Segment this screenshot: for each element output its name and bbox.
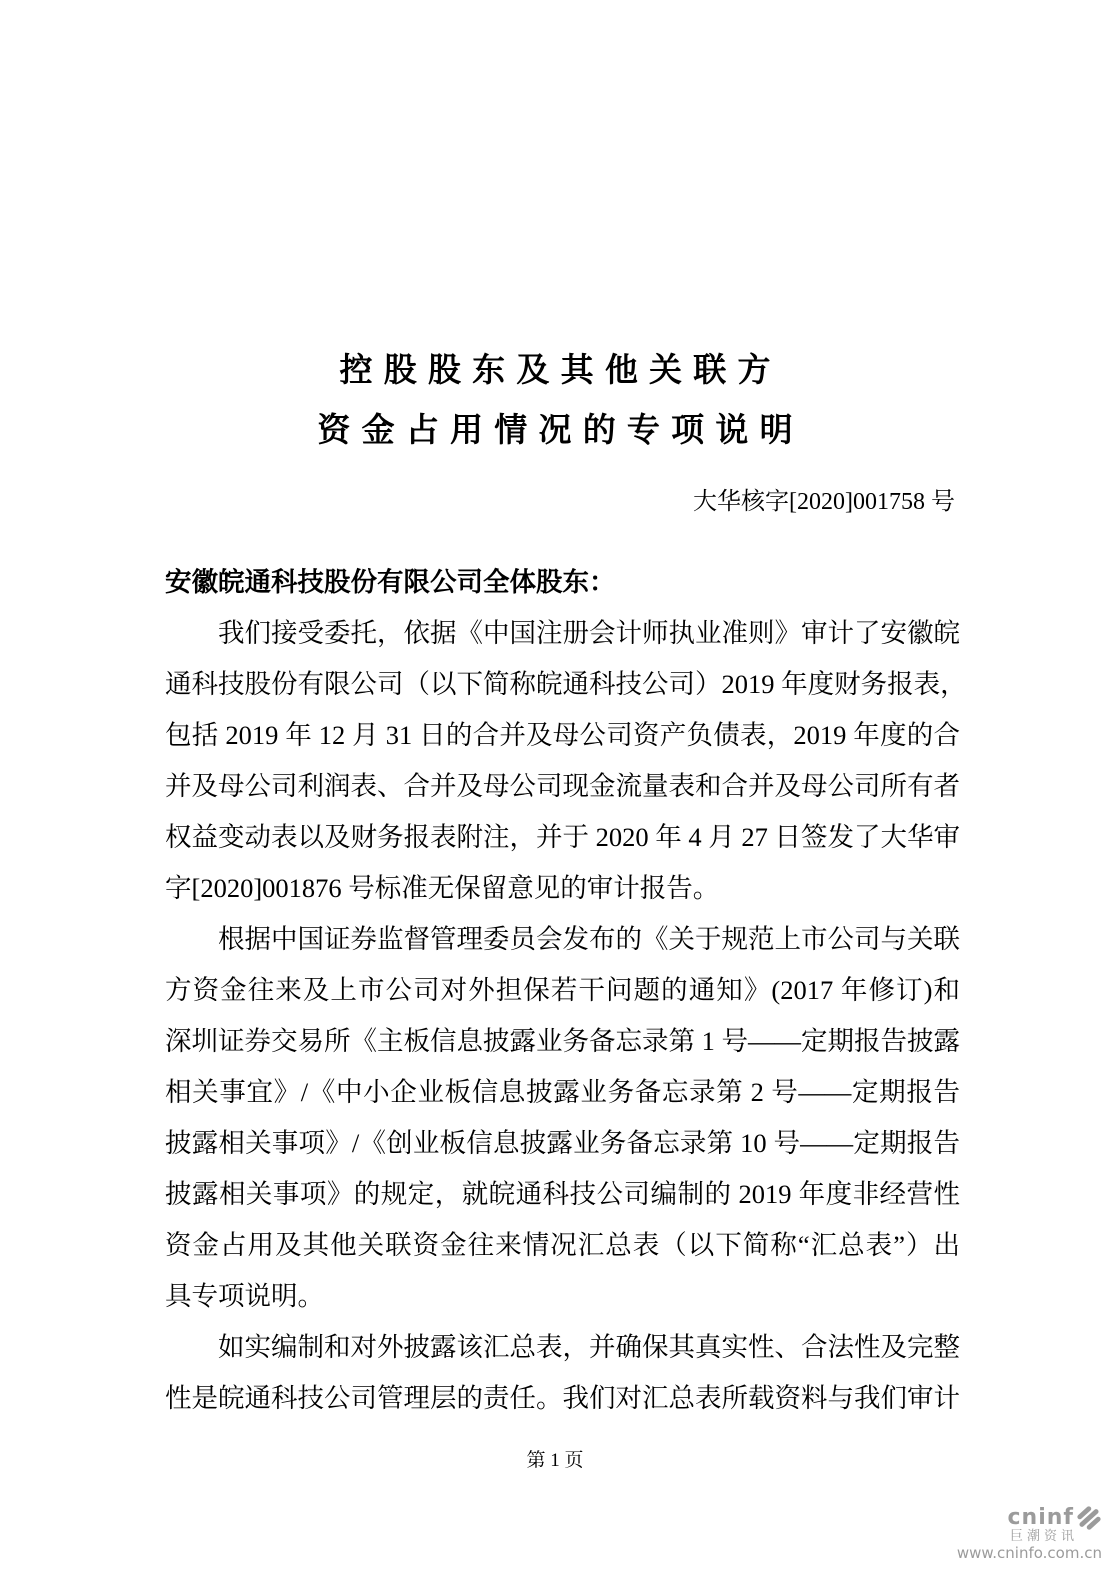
page-number: 第 1 页 xyxy=(526,1450,584,1471)
document-title xyxy=(0,340,1110,460)
document-body xyxy=(165,557,967,1424)
body-line: 方资金往来及上市公司对外担保若干问题的通知》(2017 年修订)和 xyxy=(165,975,960,1005)
body-line: 披露相关事项》的规定，就皖通科技公司编制的 2019 年度非经营性 xyxy=(165,1179,960,1209)
cninfo-website: www.cninfo.com.cn xyxy=(956,1544,1102,1562)
cninfo-logo-row xyxy=(1008,1506,1102,1530)
body-line: 并及母公司利润表、合并及母公司现金流量表和合并及母公司所有者 xyxy=(165,771,960,801)
body-line: 我们接受委托，依据《中国注册会计师执业准则》审计了安徽皖 xyxy=(218,618,960,648)
body-line: 权益变动表以及财务报表附注，并于 2020 年 4 月 27 日签发了大华审 xyxy=(165,822,960,852)
body-line: 相关事宜》/《中小企业板信息披露业务备忘录第 2 号——定期报告 xyxy=(165,1077,960,1107)
salutation: 安徽皖通科技股份有限公司全体股东： xyxy=(165,567,616,597)
body-line: 深圳证券交易所《主板信息披露业务备忘录第 1 号——定期报告披露 xyxy=(165,1026,960,1056)
cninfo-logo xyxy=(957,1506,1102,1561)
body-line: 披露相关事项》/《创业板信息披露业务备忘录第 10 号——定期报告 xyxy=(165,1128,960,1158)
body-line: 资金占用及其他关联资金往来情况汇总表（以下简称“汇总表”）出 xyxy=(165,1230,960,1260)
cninfo-cn-name: 巨潮资讯 xyxy=(1009,1529,1078,1544)
reference-number: 大华核字[2020]001758 号 xyxy=(693,489,955,515)
cninfo-wordmark: cninf xyxy=(1007,1505,1074,1530)
cninfo-sphere-icon xyxy=(1076,1506,1102,1530)
body-line: 根据中国证券监督管理委员会发布的《关于规范上市公司与关联 xyxy=(218,924,960,954)
body-line: 包括 2019 年 12 月 31 日的合并及母公司资产负债表，2019 年度的合 xyxy=(165,720,960,750)
body-line: 如实编制和对外披露该汇总表，并确保其真实性、合法性及完整 xyxy=(218,1332,960,1362)
body-line: 具专项说明。 xyxy=(165,1281,324,1311)
title-line-2: 资金占用情况的专项说明 xyxy=(317,410,804,449)
body-line: 性是皖通科技公司管理层的责任。我们对汇总表所载资料与我们审计 xyxy=(165,1383,960,1413)
title-line-1: 控股股东及其他关联方 xyxy=(339,350,782,389)
body-line: 字[2020]001876 号标准无保留意见的审计报告。 xyxy=(165,873,720,903)
body-line: 通科技股份有限公司（以下简称皖通科技公司）2019 年度财务报表， xyxy=(165,669,967,699)
